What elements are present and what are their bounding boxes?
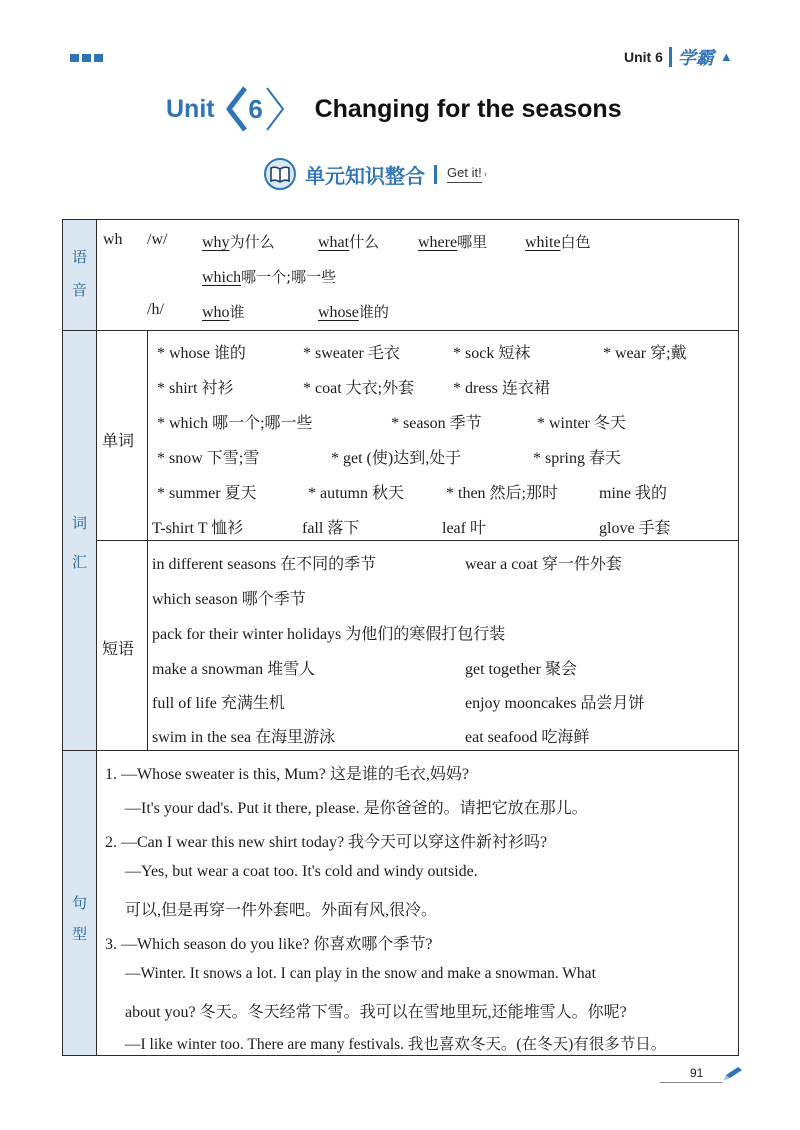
heading-divider bbox=[434, 165, 437, 184]
word-en: whose bbox=[318, 304, 359, 321]
pronunciation-label bbox=[63, 246, 96, 300]
graduation-cap-icon: ▲ bbox=[719, 49, 733, 64]
sentence-label bbox=[63, 892, 96, 944]
words-label: 单词 bbox=[102, 431, 135, 450]
row-divider bbox=[63, 750, 738, 751]
h-phoneme: /h/ bbox=[147, 301, 164, 318]
sentence-line: —I like winter too. There are many festivals. 我也喜欢冬天。(在冬天)有很多节日。 bbox=[125, 1036, 667, 1053]
unit-title-row bbox=[166, 86, 622, 132]
unit-label: Unit bbox=[166, 94, 215, 123]
word-en: who bbox=[202, 304, 230, 321]
sentence-line: 3. —Which season do you like? 你喜欢哪个季节? bbox=[105, 936, 433, 953]
vocab-word: * then 然后;那时 bbox=[446, 485, 558, 502]
brand-logo: 学霸 bbox=[677, 48, 714, 69]
phrase: pack for their winter holidays 为他们的寒假打包行装 bbox=[152, 626, 506, 643]
subcategory-divider bbox=[147, 330, 148, 750]
row-divider bbox=[63, 330, 738, 331]
phrase: which season 哪个季节 bbox=[152, 591, 306, 608]
corner-marks bbox=[70, 54, 103, 62]
phrase: in different seasons 在不同的季节 bbox=[152, 556, 377, 573]
sentence-line: 1. —Whose sweater is this, Mum? 这是谁的毛衣,妈妈? bbox=[105, 766, 469, 783]
section-heading bbox=[263, 157, 487, 191]
pencil-icon bbox=[722, 1066, 744, 1082]
page-title: Changing for the seasons bbox=[314, 94, 622, 123]
page-number-rule bbox=[660, 1082, 722, 1083]
vocab-word: * wear 穿;戴 bbox=[603, 345, 687, 362]
header-divider bbox=[669, 47, 672, 67]
sentence-line: —Yes, but wear a coat too. It's cold and windy outside. bbox=[125, 863, 478, 880]
word-cn: 白色 bbox=[560, 233, 591, 251]
sentence-line: 可以,但是再穿一件外套吧。外面有风,很冷。 bbox=[125, 902, 438, 919]
vocab-word: fall 落下 bbox=[302, 520, 360, 537]
word-why bbox=[202, 231, 275, 252]
vocab-word: * which 哪一个;哪一些 bbox=[157, 415, 313, 432]
phrase: enjoy mooncakes 品尝月饼 bbox=[465, 695, 645, 712]
vocab-word: T-shirt T 恤衫 bbox=[152, 520, 244, 537]
vocab-word: * snow 下雪;雪 bbox=[157, 450, 260, 467]
word-where bbox=[418, 231, 487, 252]
word-what bbox=[318, 231, 379, 252]
vocab-word: * shirt 衬衫 bbox=[157, 380, 234, 397]
vocab-word: * sweater 毛衣 bbox=[303, 345, 400, 362]
book-icon bbox=[263, 157, 297, 191]
vocab-word: * dress 连衣裙 bbox=[453, 380, 550, 397]
word-whose bbox=[318, 301, 389, 322]
word-en: which bbox=[202, 269, 242, 286]
vocabulary-label bbox=[63, 512, 96, 572]
phrases-label: 短语 bbox=[102, 639, 135, 658]
vocab-word: * summer 夏天 bbox=[157, 485, 257, 502]
vocab-word: * coat 大衣;外套 bbox=[303, 380, 415, 397]
word-who bbox=[202, 301, 245, 322]
word-cn: 谁 bbox=[229, 303, 245, 321]
vocab-word: * get (使)达到,处于 bbox=[331, 450, 462, 467]
knowledge-table bbox=[62, 219, 739, 1056]
sentence-line: about you? 冬天。冬天经常下雪。我可以在雪地里玩,还能堆雪人。你呢? bbox=[125, 1004, 627, 1021]
label-char: 型 bbox=[71, 925, 87, 943]
vocab-word: * autumn 秋天 bbox=[308, 485, 404, 502]
sentence-line: 2. —Can I wear this new shirt today? 我今天可以穿这件新衬衫吗? bbox=[105, 834, 548, 851]
section-heading-cn: 单元知识整合 bbox=[305, 163, 425, 188]
vocab-word: * winter 冬天 bbox=[537, 415, 626, 432]
word-en: what bbox=[318, 234, 350, 251]
vocab-word: mine 我的 bbox=[599, 485, 667, 502]
unit-number-badge bbox=[225, 86, 287, 132]
wh-letters: wh bbox=[103, 231, 123, 248]
sentence-line: —It's your dad's. Put it there, please. 是你爸爸的。请把它放在那儿。 bbox=[125, 800, 588, 817]
w-phoneme: /w/ bbox=[147, 231, 168, 248]
word-white bbox=[525, 231, 591, 252]
vocab-word: glove 手套 bbox=[599, 520, 671, 537]
vocab-word: leaf 叶 bbox=[442, 520, 486, 537]
label-char: 音 bbox=[71, 281, 87, 299]
vocab-word: * season 季节 bbox=[391, 415, 482, 432]
word-cn: 哪里 bbox=[457, 233, 488, 251]
phrase: make a snowman 堆雪人 bbox=[152, 661, 316, 678]
label-char: 词 bbox=[71, 514, 87, 532]
label-char: 汇 bbox=[71, 553, 87, 571]
section-heading-en: Get it! bbox=[447, 165, 482, 183]
running-header-unit: Unit 6 bbox=[624, 49, 663, 65]
unit-number: 6 bbox=[248, 93, 263, 124]
word-en: why bbox=[202, 234, 230, 251]
phrase: eat seafood 吃海鲜 bbox=[465, 729, 590, 746]
vocab-word: * whose 谁的 bbox=[157, 345, 246, 362]
word-en: white bbox=[525, 234, 561, 251]
row-divider bbox=[96, 540, 738, 541]
phrase: full of life 充满生机 bbox=[152, 695, 285, 712]
label-char: 句 bbox=[71, 894, 87, 912]
phrase: wear a coat 穿一件外套 bbox=[465, 556, 622, 573]
phrase: get together 聚会 bbox=[465, 661, 577, 678]
word-cn: 为什么 bbox=[229, 233, 275, 251]
vocab-word: * sock 短袜 bbox=[453, 345, 531, 362]
vocab-word: * spring 春天 bbox=[533, 450, 622, 467]
word-which bbox=[202, 266, 336, 287]
sentence-line: —Winter. It snows a lot. I can play in the snow and make a snowman. What bbox=[125, 965, 596, 982]
word-cn: 什么 bbox=[349, 233, 380, 251]
arrow-icon: › bbox=[483, 168, 488, 180]
running-header bbox=[624, 44, 733, 70]
word-cn: 哪一个;哪一些 bbox=[241, 268, 337, 286]
phrase: swim in the sea 在海里游泳 bbox=[152, 729, 336, 746]
word-cn: 谁的 bbox=[358, 303, 389, 321]
word-en: where bbox=[418, 234, 458, 251]
page-number: 91 bbox=[690, 1066, 704, 1080]
label-char: 语 bbox=[71, 248, 87, 266]
